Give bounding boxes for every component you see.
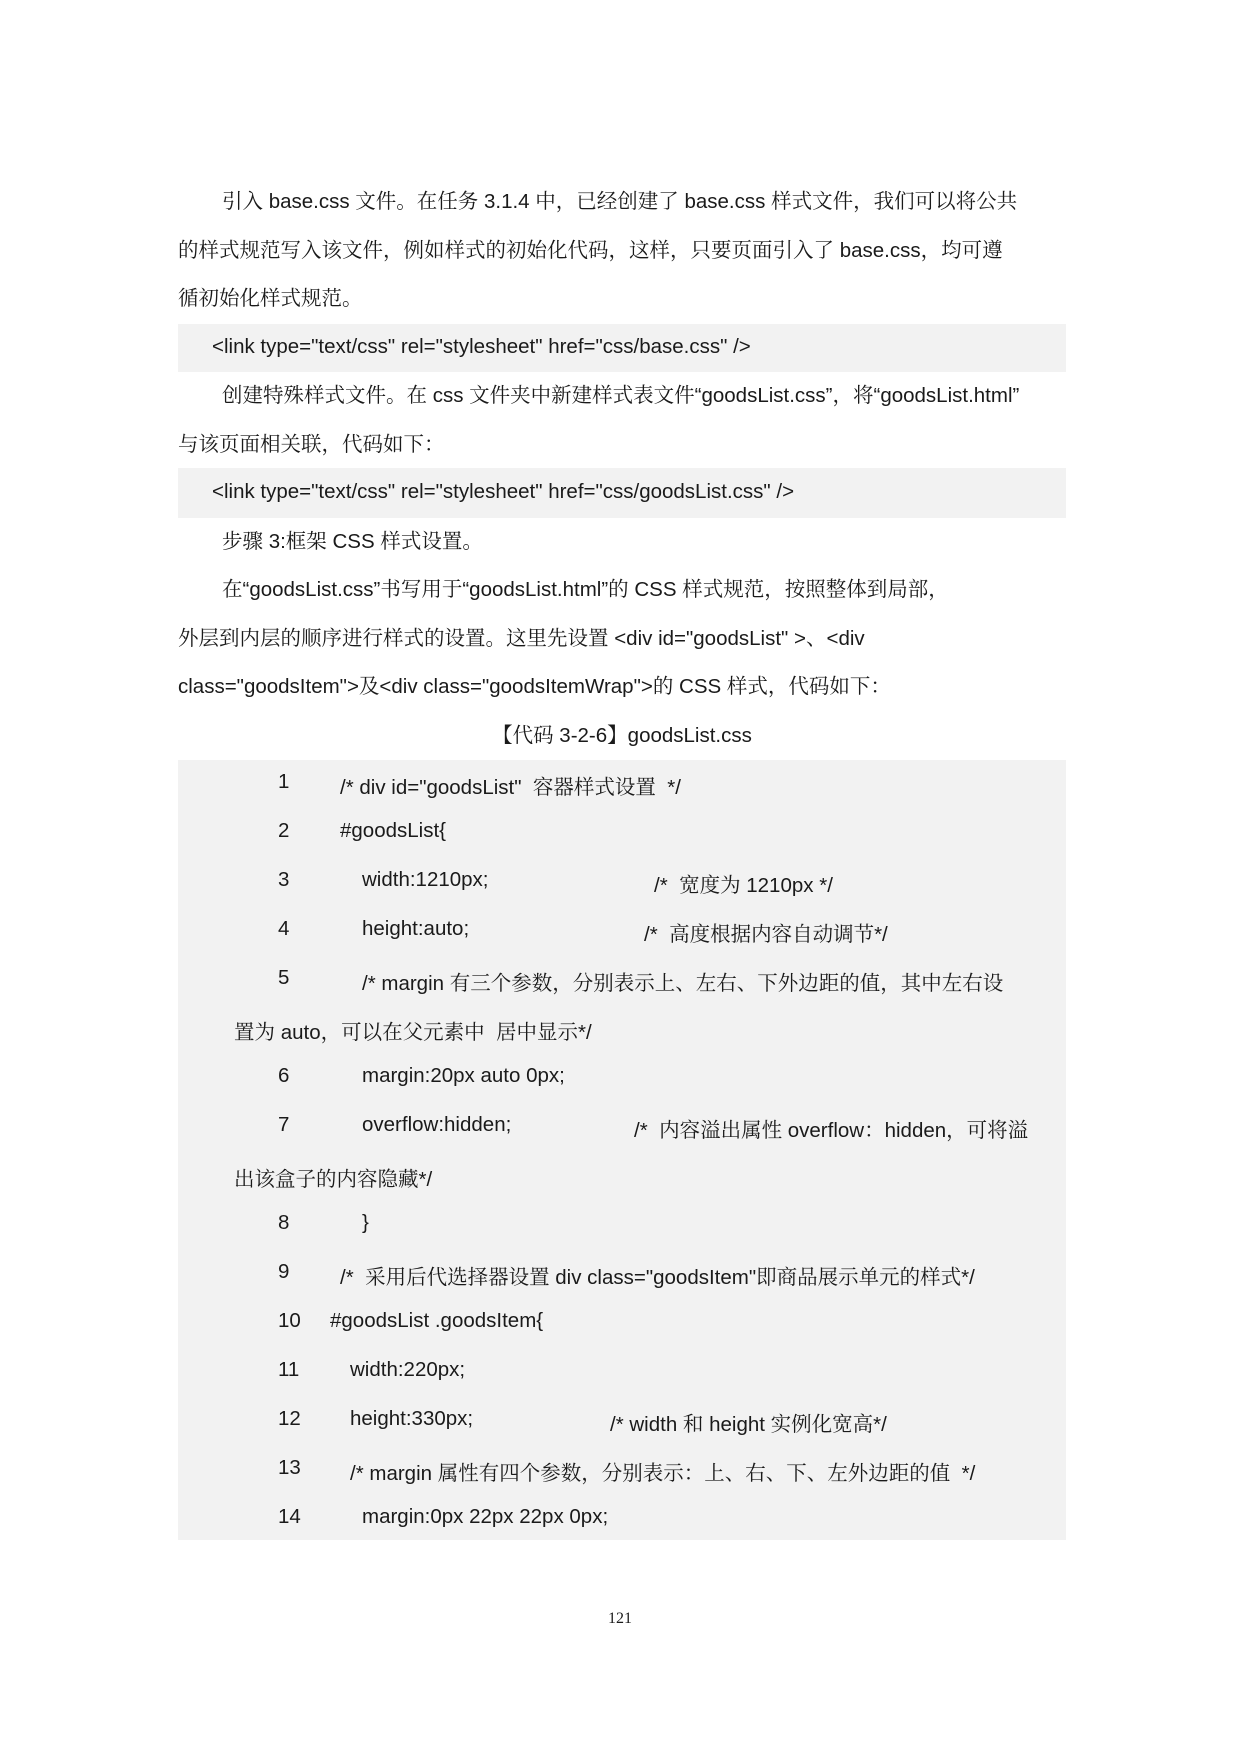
paragraph-line: 的样式规范写入该文件，例如样式的初始化代码，这样，只要页面引入了 base.css，均可遵 [178, 238, 1003, 262]
paragraph-goodslist-css [178, 372, 1066, 469]
code-line: <link type="text/css" rel="stylesheet" href="css/base.css" /> [212, 335, 751, 358]
paragraph-line: 引入 base.css 文件。在任务 3.1.4 中，已经创建了 base.css 样式文件，我们可以将公共 [222, 190, 1018, 213]
code-comment: /* width 和 height 实例化宽高*/ [610, 1413, 887, 1436]
code-wrap: 置为 auto，可以在父元素中 居中显示*/ [234, 1021, 592, 1044]
paragraph-line: 创建特殊样式文件。在 css 文件夹中新建样式表文件“goodsList.css”，将“goodsList.html” [222, 384, 1020, 407]
line-number: 8 [278, 1211, 290, 1234]
paragraph-framework-css [178, 566, 1066, 712]
code-listing [178, 760, 1066, 1540]
paragraph-line: 循初始化样式规范。 [178, 287, 363, 310]
line-number: 4 [278, 917, 290, 940]
code-block-goodslist-link [178, 468, 1066, 518]
code-text: /* 采用后代选择器设置 div class="goodsItem"即商品展示单元的样式*/ [340, 1266, 975, 1289]
line-number: 3 [278, 868, 290, 891]
step-heading [178, 518, 1066, 567]
code-text: width:220px; [350, 1358, 466, 1381]
line-number: 10 [278, 1309, 301, 1332]
code-comment: /* 高度根据内容自动调节*/ [644, 923, 888, 946]
code-line: <link type="text/css" rel="stylesheet" href="css/goodsList.css" /> [212, 480, 795, 503]
code-text: width:1210px; [362, 868, 489, 891]
line-number: 14 [278, 1505, 301, 1528]
code-block-base-link [178, 324, 1066, 372]
line-number: 6 [278, 1064, 290, 1087]
paragraph-line: class="goodsItem">及<div class="goodsItemWrap">的 CSS 样式，代码如下： [178, 675, 891, 698]
code-text: margin:0px 22px 22px 0px; [362, 1505, 609, 1528]
line-number: 9 [278, 1260, 290, 1283]
code-wrap: 出该盒子的内容隐藏*/ [234, 1168, 433, 1191]
paragraph-base-css [178, 178, 1066, 324]
line-number: 12 [278, 1407, 301, 1430]
code-text: #goodsList{ [340, 819, 447, 842]
line-number: 13 [278, 1456, 301, 1479]
line-number: 7 [278, 1113, 290, 1136]
code-text: /* margin 属性有四个参数，分别表示：上、右、下、左外边距的值 */ [350, 1462, 976, 1485]
code-comment: /* 宽度为 1210px */ [654, 874, 833, 897]
code-text: height:330px; [350, 1407, 474, 1430]
code-text: margin:20px auto 0px; [362, 1064, 565, 1087]
paragraph-line: 与该页面相关联，代码如下： [178, 432, 445, 456]
code-text: } [362, 1211, 369, 1234]
code-text: /* div id="goodsList" 容器样式设置 */ [340, 776, 681, 799]
code-text: overflow:hidden; [362, 1113, 512, 1136]
line-number: 11 [278, 1358, 300, 1381]
code-text: #goodsList .goodsItem{ [330, 1309, 544, 1332]
code-text: /* margin 有三个参数，分别表示上、左右、下外边距的值，其中左右设 [362, 972, 1004, 995]
line-number: 5 [278, 966, 290, 989]
line-number: 1 [278, 770, 290, 793]
paragraph-line: 步骤 3:框架 CSS 样式设置。 [222, 530, 483, 553]
code-caption: 【代码 3-2-6】goodsList.css [492, 724, 752, 747]
paragraph-line: 在“goodsList.css”书写用于“goodsList.html”的 CSS 样式规范，按照整体到局部， [222, 578, 949, 601]
code-comment: /* 内容溢出属性 overflow：hidden，可将溢 [634, 1119, 1029, 1142]
document-page [178, 0, 1066, 1753]
paragraph-line: 外层到内层的顺序进行样式的设置。这里先设置 <div id="goodsList" >、<div [178, 626, 865, 650]
line-number: 2 [278, 819, 290, 842]
page-number: 121 [608, 1610, 632, 1627]
code-text: height:auto; [362, 917, 470, 940]
